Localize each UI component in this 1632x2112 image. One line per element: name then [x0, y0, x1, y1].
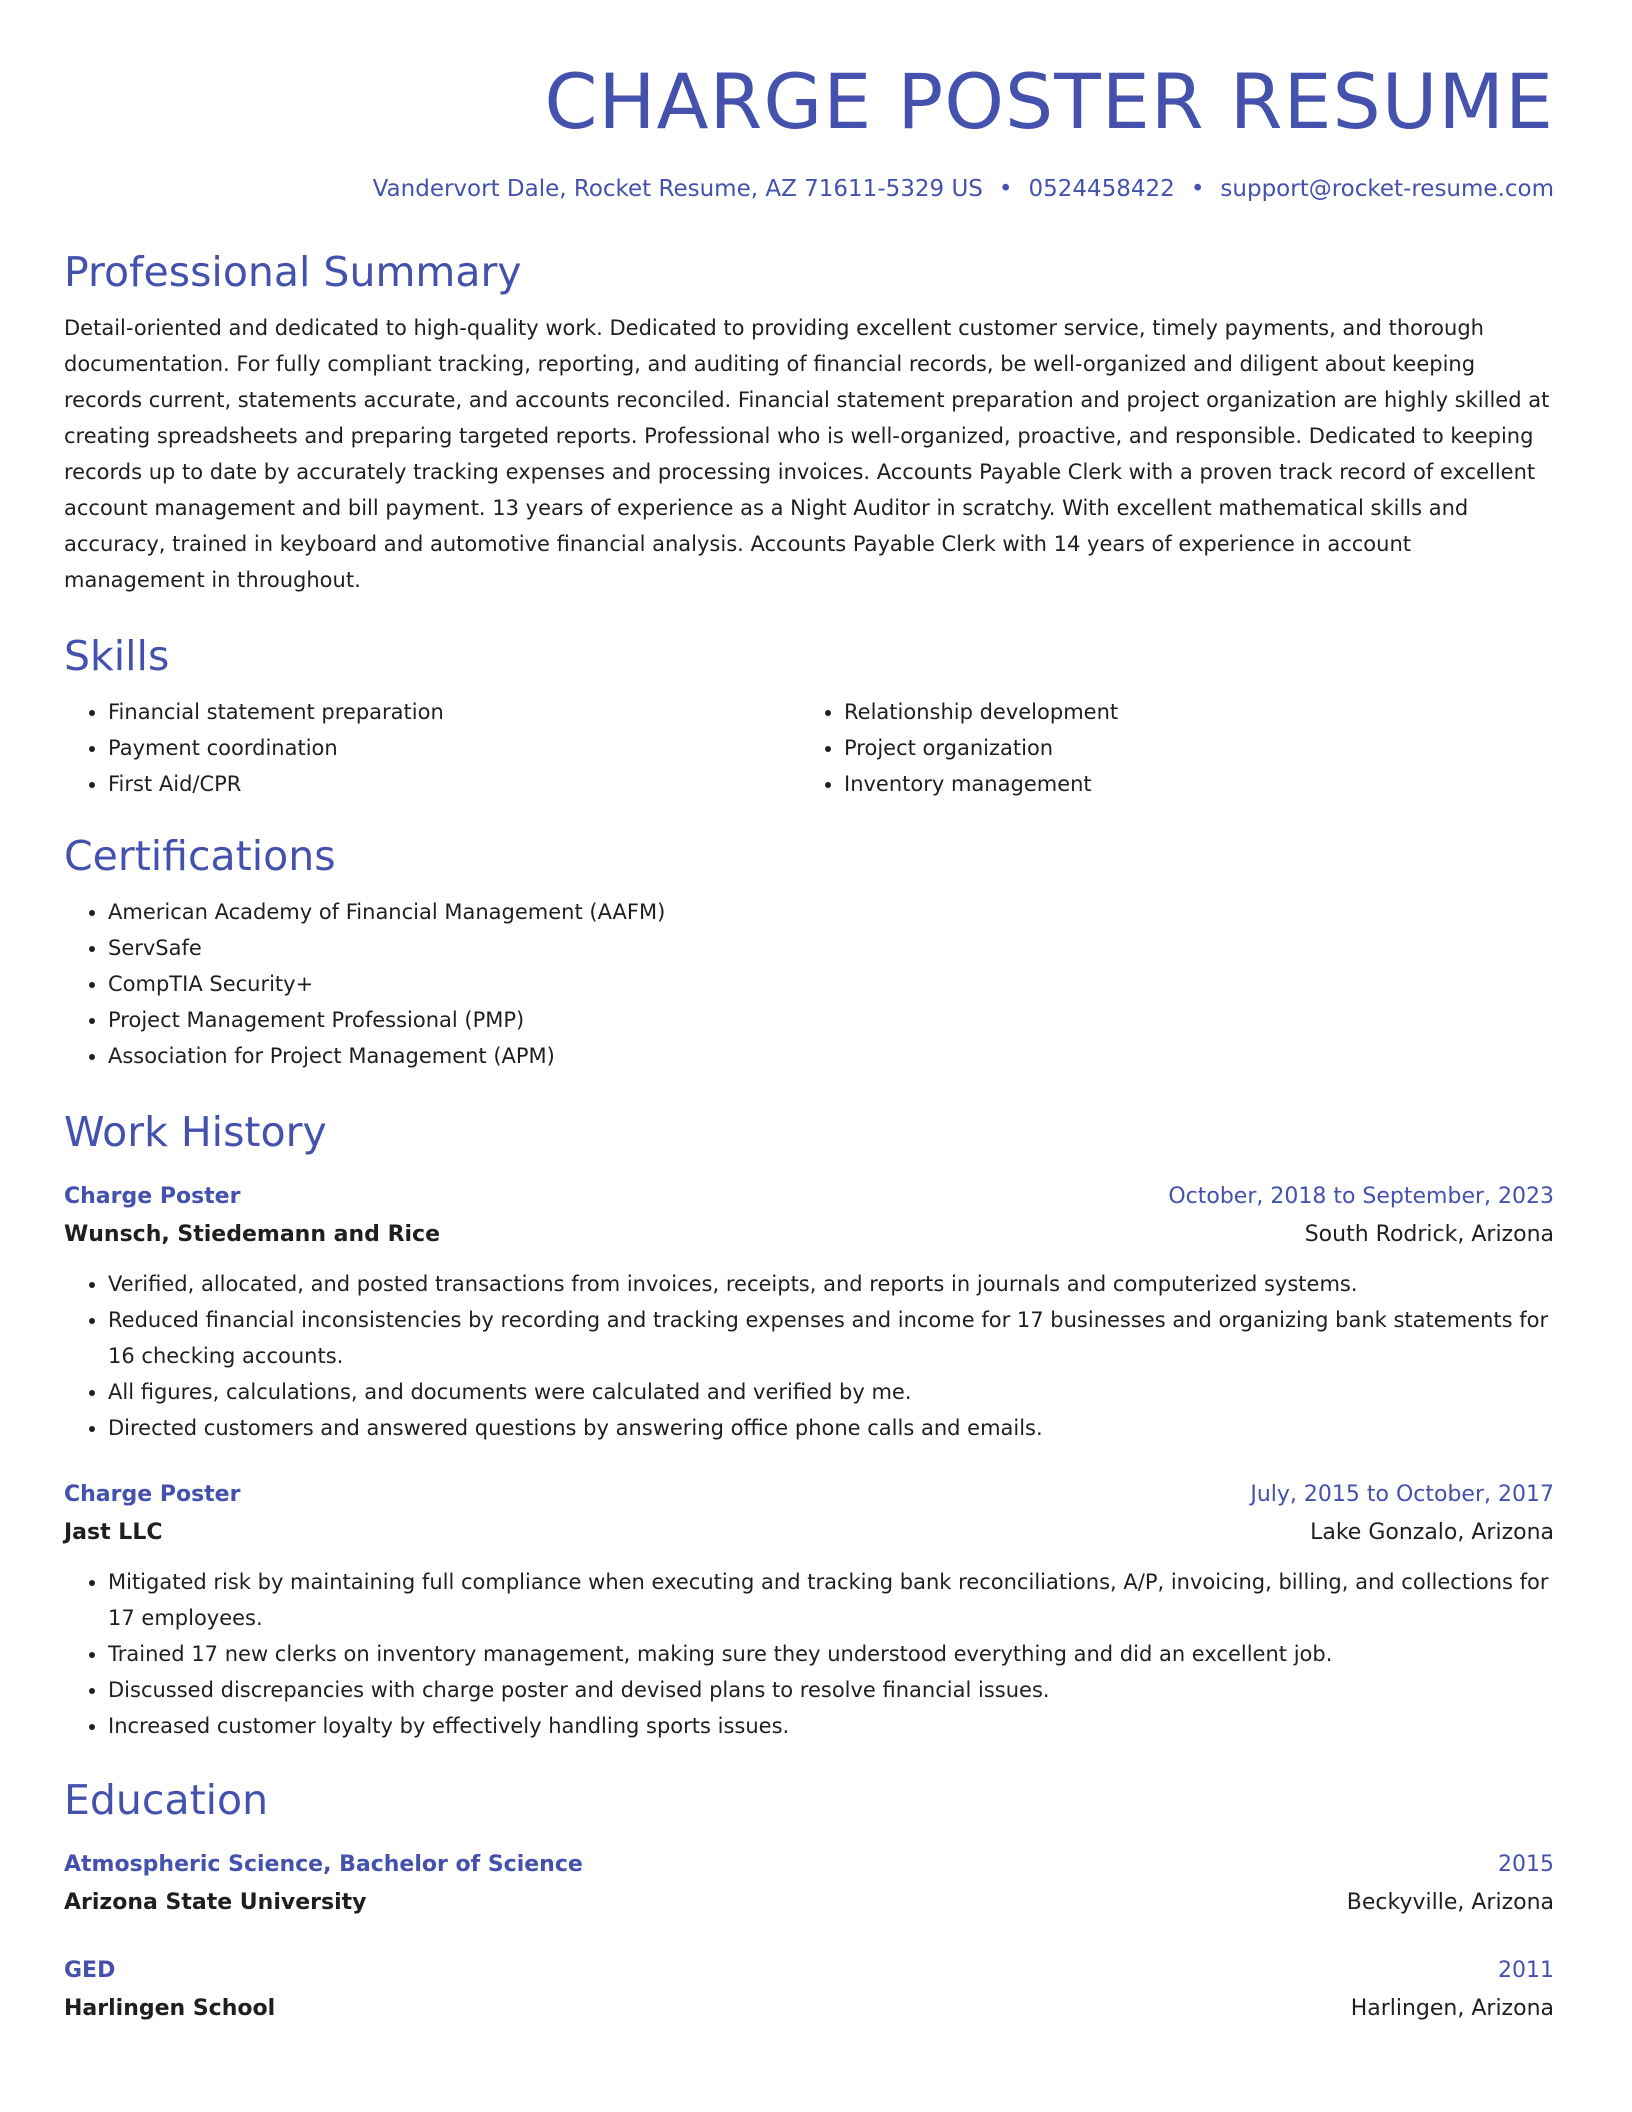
job-role: Charge Poster [64, 1184, 241, 1209]
skill-item: • Inventory management [844, 766, 1554, 802]
job-bullet: • All figures, calculations, and documents were calculated and verified by me. [108, 1374, 1554, 1410]
education-degree: GED [64, 1958, 116, 1983]
education-year: 2011 [1498, 1958, 1554, 1983]
skill-item: • Project organization [844, 730, 1554, 766]
education-entry [64, 1952, 1554, 2028]
job-bullet: • Discussed discrepancies with charge poster and devised plans to resolve financial issues. [108, 1672, 1554, 1708]
skills-grid [64, 694, 1554, 802]
job-location: South Rodrick, Arizona [1304, 1222, 1554, 1247]
education-location: Harlingen, Arizona [1350, 1996, 1554, 2021]
job-entry [64, 1178, 1554, 1446]
certification-item: • Project Management Professional (PMP) [108, 1002, 1554, 1038]
job-dates: October, 2018 to September, 2023 [1168, 1184, 1554, 1209]
resume-page [64, 52, 1554, 2028]
certification-item: • CompTIA Security+ [108, 966, 1554, 1002]
job-bullet: • Directed customers and answered questions by answering office phone calls and emails. [108, 1410, 1554, 1446]
job-company: Jast LLC [64, 1520, 163, 1545]
education-degree: Atmospheric Science, Bachelor of Science [64, 1852, 583, 1877]
job-company-row [64, 1514, 1554, 1552]
education-school-row [64, 1884, 1554, 1922]
summary-heading: Professional Summary [64, 248, 522, 296]
contact-separator: • [998, 176, 1013, 202]
education-year: 2015 [1498, 1852, 1554, 1877]
education-heading: Education [64, 1776, 269, 1824]
job-bullets [64, 1266, 1554, 1446]
contact-email[interactable]: support@rocket-resume.com [1220, 176, 1554, 202]
education-school: Arizona State University [64, 1890, 367, 1915]
education-school-row [64, 1990, 1554, 2028]
skills-list-left [64, 694, 800, 802]
job-bullet: • Verified, allocated, and posted transactions from invoices, receipts, and reports in journals and computerized systems. [108, 1266, 1554, 1302]
job-dates: July, 2015 to October, 2017 [1250, 1482, 1554, 1507]
skill-item: • Relationship development [844, 694, 1554, 730]
education-school: Harlingen School [64, 1996, 276, 2021]
job-header-row [64, 1476, 1554, 1514]
skills-list-right [800, 694, 1554, 802]
job-location: Lake Gonzalo, Arizona [1310, 1520, 1554, 1545]
contact-line [64, 172, 1554, 206]
skill-item: • Financial statement preparation [108, 694, 800, 730]
job-role: Charge Poster [64, 1482, 241, 1507]
certifications-heading: Certifications [64, 832, 336, 880]
skill-item: • Payment coordination [108, 730, 800, 766]
contact-address: Vandervort Dale, Rocket Resume, AZ 71611-5329 US [372, 176, 983, 202]
job-header-row [64, 1178, 1554, 1216]
job-bullets [64, 1564, 1554, 1744]
certification-item: • ServSafe [108, 930, 1554, 966]
job-bullet: • Mitigated risk by maintaining full compliance when executing and tracking bank reconciliations, A/P, invoicing, billing, and collections for 17 employees. [108, 1564, 1554, 1636]
job-company-row [64, 1216, 1554, 1254]
work-history-heading: Work History [64, 1108, 327, 1156]
skills-heading: Skills [64, 632, 170, 680]
education-location: Beckyville, Arizona [1346, 1890, 1554, 1915]
job-bullet: • Increased customer loyalty by effectively handling sports issues. [108, 1708, 1554, 1744]
education-entry [64, 1846, 1554, 1922]
summary-text: Detail-oriented and dedicated to high-quality work. Dedicated to providing excellent customer service, timely payments, and thorough documentation. For fully compliant tracking, reporting, and auditing of financial records, be well-organized and diligent about keeping records current, statements accurate, and accounts reconciled. Financial statement preparation and project organization are highly skilled at creating spreadsheets and preparing targeted reports. Professional who is well-organized, proactive, and responsible. Dedicated to keeping records up to date by accurately tracking expenses and processing invoices. Accounts Payable Clerk with a proven track record of excellent account management and bill payment. 13 years of experience as a Night Auditor in scratchy. With excellent mathematical skills and accuracy, trained in keyboard and automotive financial analysis. Accounts Payable Clerk with 14 years of experience in account management in throughout. [64, 316, 1550, 592]
education-header-row [64, 1952, 1554, 1990]
resume-title: CHARGE POSTER RESUME [544, 57, 1554, 146]
skill-item: • First Aid/CPR [108, 766, 800, 802]
job-company: Wunsch, Stiedemann and Rice [64, 1222, 441, 1247]
job-entry [64, 1476, 1554, 1744]
certification-item: • Association for Project Management (APM) [108, 1038, 1554, 1074]
contact-separator: • [1190, 176, 1205, 202]
certifications-list [64, 894, 1554, 1074]
education-header-row [64, 1846, 1554, 1884]
certification-item: • American Academy of Financial Management (AAFM) [108, 894, 1554, 930]
job-bullet: • Reduced financial inconsistencies by recording and tracking expenses and income for 17 businesses and organizing bank statements for 16 checking accounts. [108, 1302, 1554, 1374]
job-bullet: • Trained 17 new clerks on inventory management, making sure they understood everything and did an excellent job. [108, 1636, 1554, 1672]
contact-phone: 0524458422 [1028, 176, 1175, 202]
